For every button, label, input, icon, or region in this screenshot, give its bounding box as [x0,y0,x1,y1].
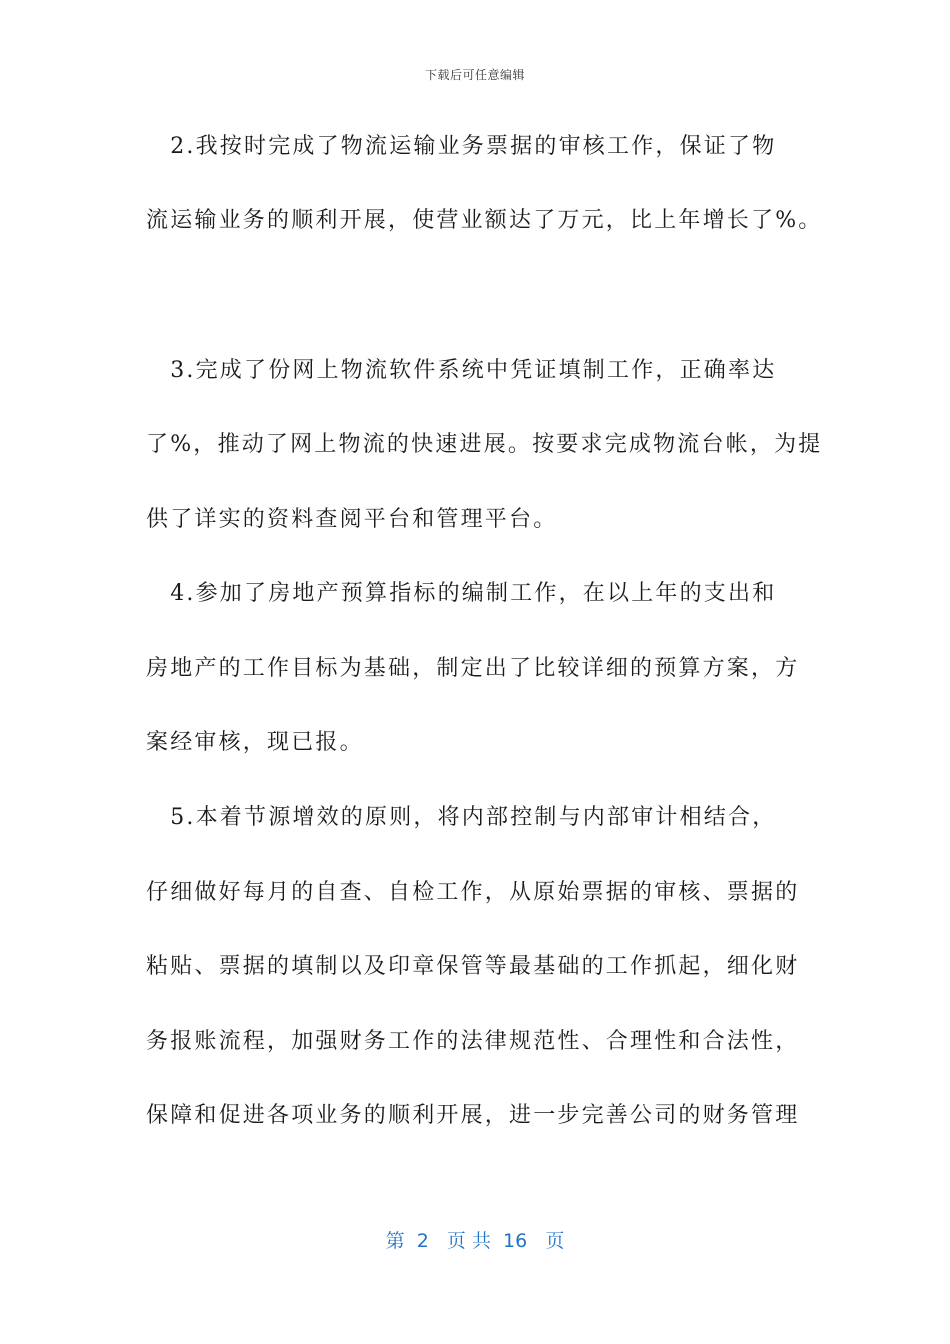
text-line: 粘贴、票据的填制以及印章保管等最基础的工作抓起，细化财 [146,954,800,979]
text-line: 务报账流程，加强财务工作的法律规范性、合理性和合法性， [146,1029,800,1054]
text-line: 流运输业务的顺利开展，使营业额达了万元，比上年增长了%。 [146,208,823,233]
text-line: 保障和促进各项业务的顺利开展，进一步完善公司的财务管理 [146,1103,800,1128]
text-line: 案经审核，现已报。 [146,730,364,755]
text-line: 4.参加了房地产预算指标的编制工作，在以上年的支出和 [146,581,777,606]
text-line: 仔细做好每月的自查、自检工作，从原始票据的审核、票据的 [146,880,800,905]
page-header-note: 下载后可任意编辑 [424,68,525,82]
text-line: 2.我按时完成了物流运输业务票据的审核工作，保证了物 [146,134,777,159]
text-line: 3.完成了份网上物流软件系统中凭证填制工作，正确率达 [146,358,777,383]
text-line: 了%，推动了网上物流的快速进展。按要求完成物流台帐，为提 [146,432,823,457]
text-line: 5.本着节源增效的原则，将内部控制与内部审计相结合， [146,805,777,830]
text-line: 房地产的工作目标为基础，制定出了比较详细的预算方案，方 [146,656,800,681]
text-line: 供了详实的资料查阅平台和管理平台。 [146,507,558,532]
page-number-footer: 第 2 页 共 16 页 [385,1230,565,1252]
